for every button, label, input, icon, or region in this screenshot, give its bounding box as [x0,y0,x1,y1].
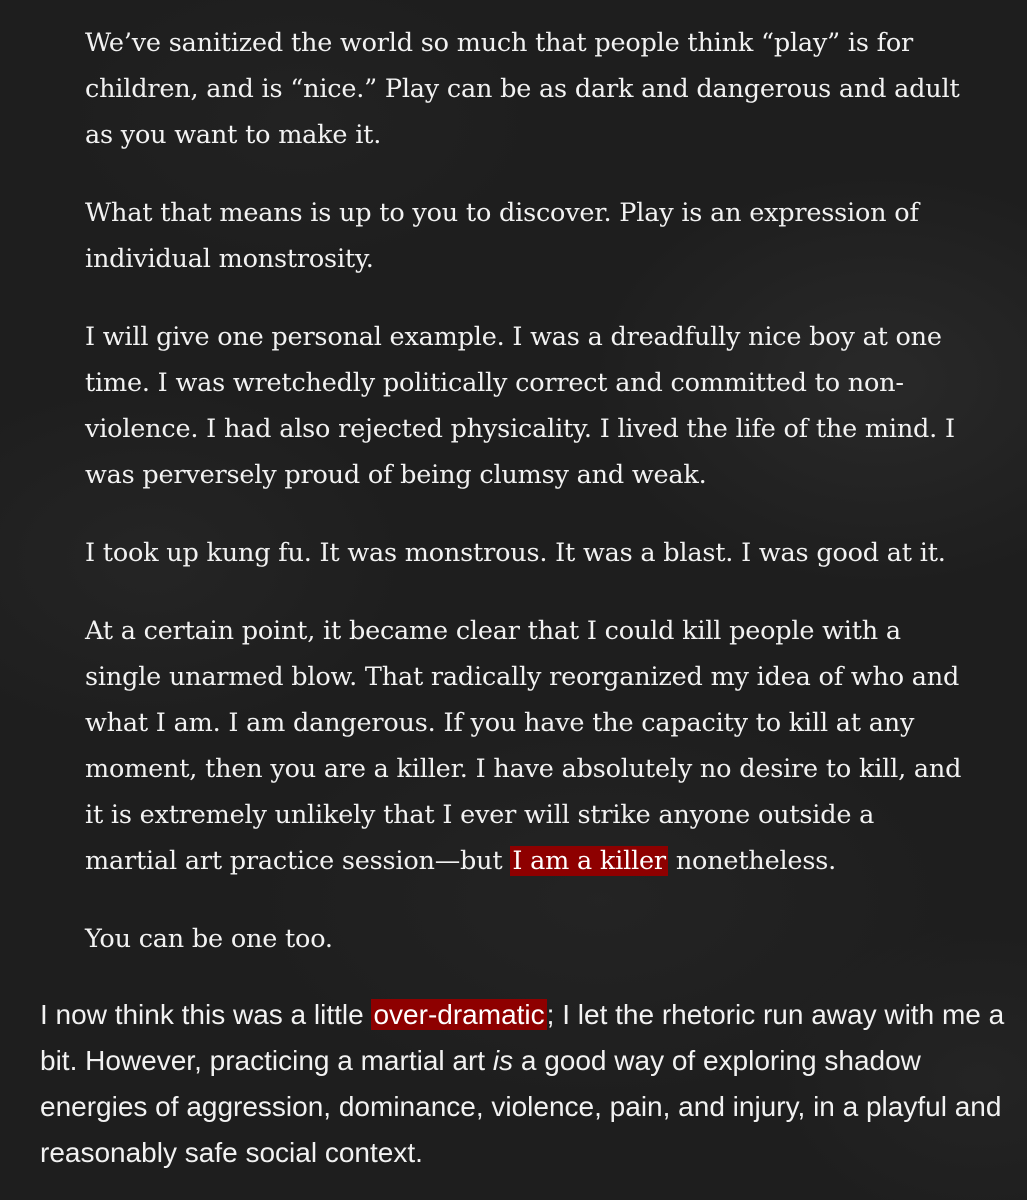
blockquote [85,20,965,994]
quote-paragraph-5 [85,608,965,884]
quote-paragraph-1: We’ve sanitized the world so much that people think “play” is for children, and is “nice.” Play can be as dark and dangerous and adult as you want to make it. [85,28,960,150]
quote-paragraph-6: You can be one too. [85,924,333,954]
commentary-text-middle: ; I let the rhetoric run away with me a bit. However, practicing a martial art [40,999,1005,1076]
highlight-i-am-a-killer: I am a killer [512,846,666,876]
quote-paragraph-4: I took up kung fu. It was monstrous. It was a blast. I was good at it. [85,538,946,568]
quote-paragraph-2: What that means is up to you to discover. Play is an expression of individual monstrosity. [85,198,919,274]
quote-paragraph-3: I will give one personal example. I was a dreadfully nice boy at one time. I was wretchedly politically correct and committed to non-violence. I had also rejected physicality. I lived the life of the mind. I was perversely proud of being clumsy and weak. [85,322,955,490]
commentary-text-start: I now think this was a little [40,999,372,1030]
commentary-emphasis: is [492,1045,514,1076]
commentary-paragraph [40,992,1015,1176]
quote-paragraph-5-end: nonetheless. [667,846,837,876]
highlight-over-dramatic: over-dramatic [373,999,545,1030]
commentary-text-end: a good way of exploring shadow energies of aggression, dominance, violence, pain, and injury, in a playful and reasonably safe social context. [40,1045,1002,1168]
quote-paragraph-5-text: At a certain point, it became clear that I could kill people with a single unarmed blow. That radically reorganized my idea of who and what I am. I am dangerous. If you have the capacity to kill at any moment, then you are a killer. I have absolutely no desire to kill, and it is extremely unlikely that I ever will strike anyone outside a martial art practice session—but [85,616,962,876]
